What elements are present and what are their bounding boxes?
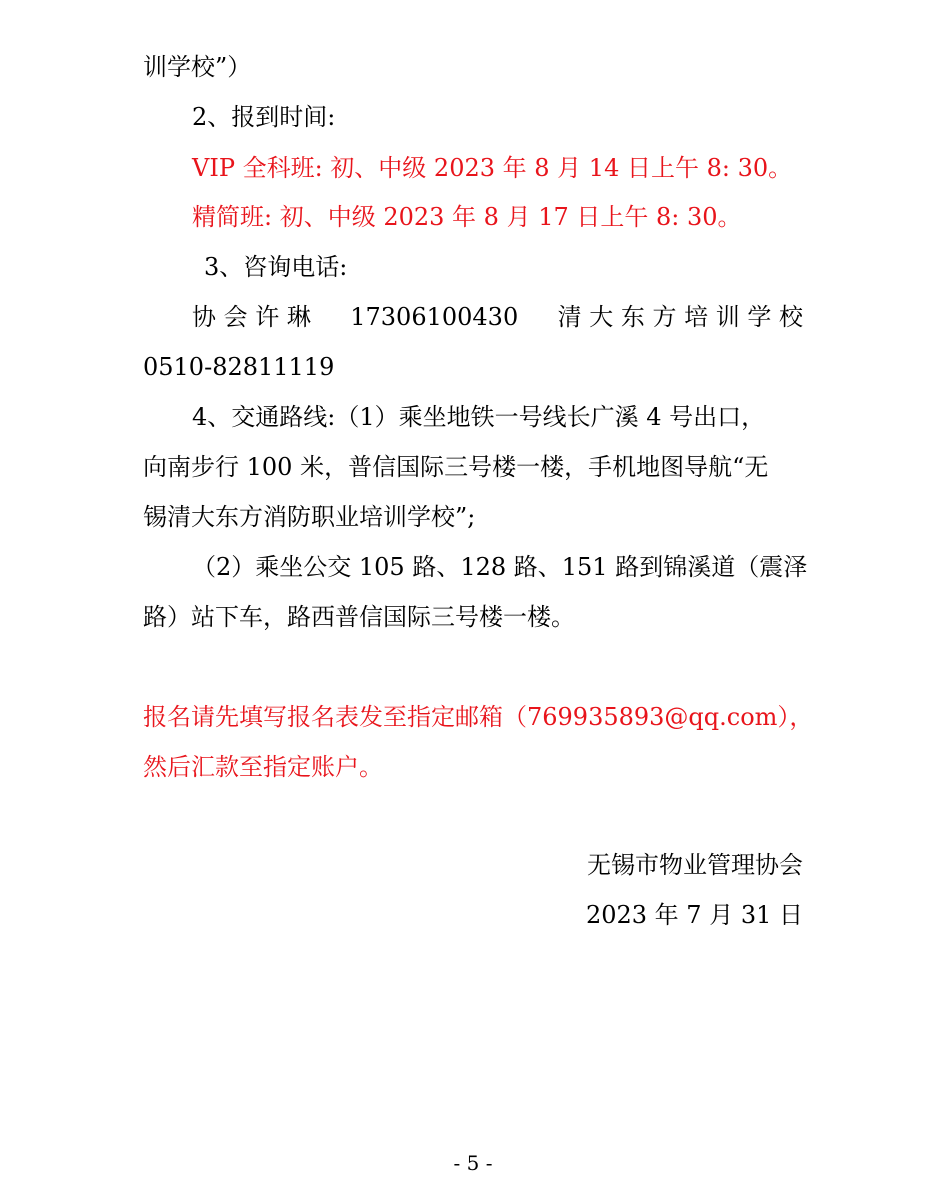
contact-school: 清 大 东 方 培 训 学 校	[557, 303, 803, 331]
vip-class-time: VIP 全科班: 初、中级 2023 年 8 月 14 日上午 8: 30。	[192, 154, 793, 182]
page-number: - 5 -	[453, 1151, 493, 1175]
contact-line	[192, 302, 803, 332]
payment-notice: 然后汇款至指定账户。	[143, 753, 383, 781]
signature-organization: 无锡市物业管理协会	[587, 851, 803, 879]
text-line: 向南步行 100 米，普信国际三号楼一楼，手机地图导航“无	[143, 453, 769, 481]
signature-date: 2023 年 7 月 31 日	[585, 901, 803, 929]
text-line: 训学校”）	[143, 53, 252, 81]
section-heading-phone: 3、咨询电话:	[204, 253, 348, 281]
simplified-class-time: 精简班: 初、中级 2023 年 8 月 17 日上午 8: 30。	[192, 203, 742, 231]
contact-phone-landline: 0510-82811119	[143, 353, 335, 381]
text-line: 锡清大东方消防职业培训学校”;	[143, 503, 476, 531]
contact-phone-mobile: 17306100430	[350, 303, 519, 331]
text-line: 路）站下车，路西普信国际三号楼一楼。	[143, 603, 575, 631]
contact-association: 协 会 许 琳	[192, 303, 311, 331]
bus-route: （2）乘坐公交 105 路、128 路、151 路到锦溪道（震泽	[192, 553, 808, 581]
section-heading-transport: 4、交通路线:（1）乘坐地铁一号线长广溪 4 号出口，	[192, 403, 766, 431]
section-heading-report-time: 2、报到时间:	[192, 103, 336, 131]
registration-notice: 报名请先填写报名表发至指定邮箱（769935893@qq.com），	[143, 703, 814, 731]
